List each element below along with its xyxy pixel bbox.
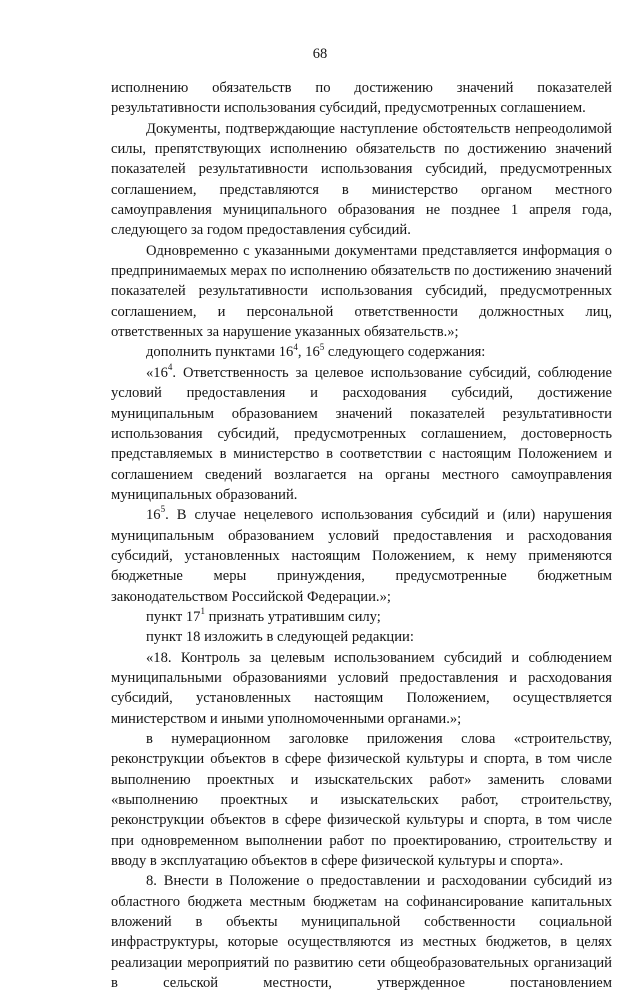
paragraph-point-16-5 — [111, 505, 612, 607]
paragraph-text: Одновременно с указанными документами представляется информация о предпринимаемых мерах по исполнению обязательств по достижению значений показателей результативности использования субсидий, предусмотренных соглашением, и персональной ответственности должностных лиц, ответственных за нарушение указанных обязательств.»; — [111, 242, 612, 341]
paragraph-text: Документы, подтверждающие наступление обстоятельств непреодолимой силы, препятствующих исполнению обязательств по достижению значений показателей результативности использования субсидий, предусмотренных соглашением, представляются в министерство органом местного самоуправления муниципального образования не позднее 1 апреля года, следующего за годом предоставления субсидий. — [111, 120, 612, 239]
paragraph-text: 8. Внести в Положение о предоставлении и расходовании субсидий из областного бюджета местным бюджетам на софинансирование капитальных вложений в объекты муниципальной собственности социальной инфраструктуры, которые осуществляются из местных бюджетов, в целях реализации мероприятий по развитию сети общеобразовательных организаций в сельской местности, утвержденное постановлением — [111, 873, 612, 992]
paragraph-text: в нумерационном заголовке приложения слова «строительству, реконструкции объектов в сфере физической культуры и спорта, в том числе выполнению проектных и изыскательских работ» заменить словами «выполнению проектных и изыскательских работ, строительству, реконструкции объектов в сфере физической культуры и спорта, в том числе при одновременном выполнении работ по проектированию, строительству и вводу в эксплуатацию объектов в сфере физической культуры и спорта». — [111, 731, 612, 870]
paragraph-text: следующего содержания: — [324, 344, 486, 361]
paragraph-text: «16 — [146, 364, 168, 381]
paragraph-additional-information — [111, 241, 612, 343]
paragraph-text: «18. Контроль за целевым использованием субсидий и соблюдением муниципальными образованиями условий предоставления и расходования субсидий, установленных настоящим Положением, осуществляется министерством и иными уполномоченными органами.»; — [111, 649, 612, 727]
paragraph-text: пункт 18 изложить в следующей редакции: — [146, 629, 414, 646]
paragraph-add-points — [111, 342, 612, 362]
page-number: 68 — [312, 46, 328, 62]
paragraph-point-17-1 — [111, 607, 612, 627]
paragraph-text: 16 — [146, 507, 161, 524]
superscript-index: 4 — [167, 361, 173, 372]
paragraph-point-18-intro — [111, 627, 612, 647]
paragraph-appendix-header — [111, 729, 612, 871]
paragraph-force-majeure-documents — [111, 119, 612, 241]
superscript-index: 1 — [200, 606, 205, 617]
paragraph-text: дополнить пунктами 16 — [146, 344, 294, 361]
paragraph-point-16-4 — [111, 363, 612, 505]
superscript-index: 5 — [160, 504, 166, 515]
paragraph-point-18 — [111, 648, 612, 729]
superscript-index: 4 — [293, 341, 298, 352]
paragraph-item-8 — [111, 871, 612, 993]
paragraph-text: , 16 — [297, 344, 320, 361]
superscript-index: 5 — [319, 341, 325, 352]
document-body — [111, 78, 612, 993]
paragraph-text: исполнению обязательств по достижению значений показателей результативности использования субсидий, предусмотренных соглашением. — [111, 80, 612, 117]
paragraph-text: признать утратившим силу; — [204, 608, 381, 625]
paragraph-text: . В случае нецелевого использования субсидий и (или) нарушения муниципальным образованием условий предоставления и расходования субсидий, установленных настоящим Положением, к нему применяются бюджетные меры принуждения, предусмотренные бюджетным законодательством Российской Федерации.»; — [111, 507, 612, 605]
paragraph-text: пункт 17 — [146, 608, 201, 625]
paragraph-text: . Ответственность за целевое использование субсидий, соблюдение условий предоставления и расходования субсидий, достижение муниципальным образованием значений показателей результативности использования субсидий, предусмотренных соглашением, достоверность представляемых в министерство в соответствии с настоящим Положением и соглашением сведений возлагается на органы местного самоуправления муниципальных образований. — [111, 364, 612, 503]
paragraph-continuation — [111, 78, 612, 119]
